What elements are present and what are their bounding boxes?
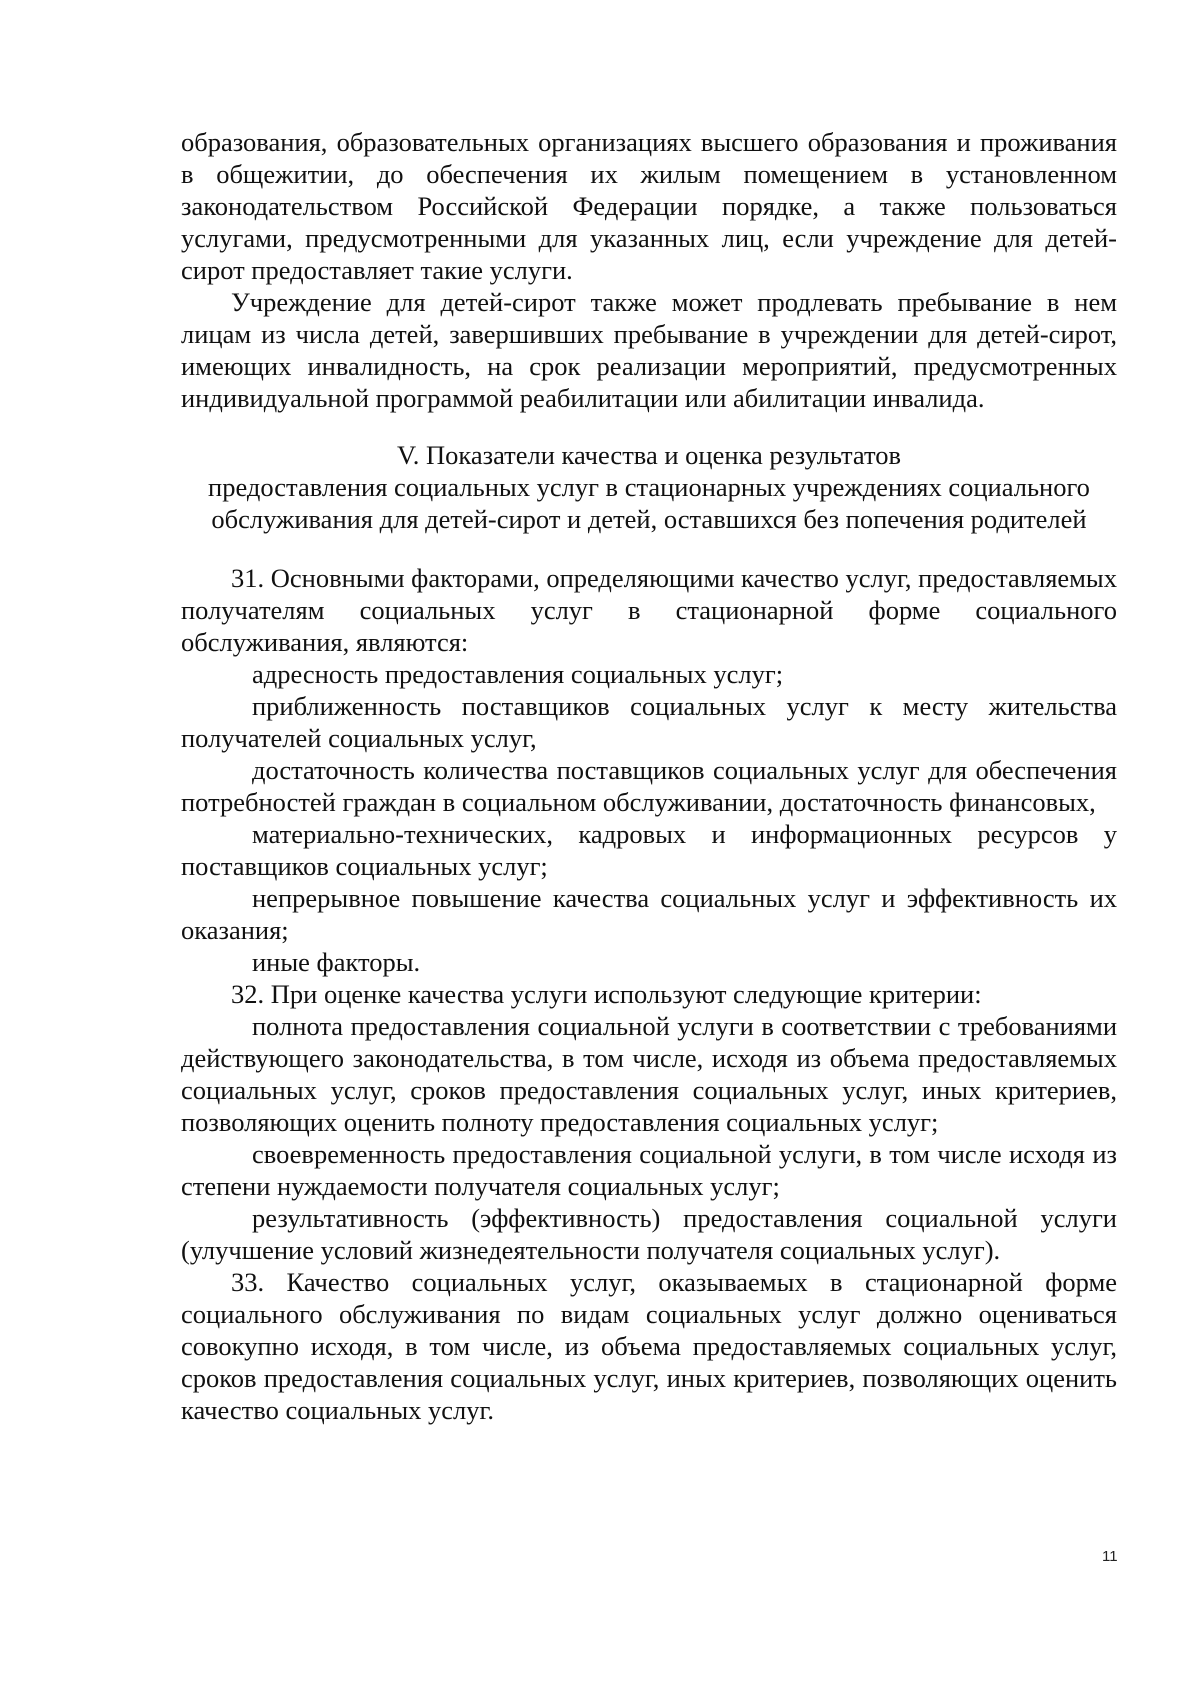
list-item-factor-sufficiency: достаточность количества поставщиков социальных услуг для обеспечения потребностей граждан в социальном обслуживании, достаточность финансовых,: [181, 755, 1117, 817]
paragraph-32: 32. При оценке качества услуги используют следующие критерии:: [231, 979, 982, 1009]
paragraph-31: 31. Основными факторами, определяющими качество услуг, предоставляемых получателям социальных услуг в стационарной форме социального обслуживания, являются:: [181, 563, 1117, 657]
list-item-factor-resources: материально-технических, кадровых и информационных ресурсов у поставщиков социальных услуг;: [181, 819, 1117, 881]
paragraph-continuation: образования, образовательных организациях высшего образования и проживания в общежитии, до обеспечения их жилым помещением в установленном законодательством Российской Федерации порядке, а также пользоваться услугами, предусмотренными для указанных лиц, если учреждение для детей-сирот предоставляет такие услуги.: [181, 127, 1117, 285]
section-heading-title: V. Показатели качества и оценка результатов: [397, 440, 901, 470]
document-body: [181, 126, 1117, 1426]
list-item-factor-improvement: непрерывное повышение качества социальных услуг и эффективность их оказания;: [181, 883, 1117, 945]
list-item-factor-other: иные факторы.: [252, 947, 421, 977]
list-item-criterion-timeliness: своевременность предоставления социальной услуги, в том числе исходя из степени нуждаемости получателя социальных услуг;: [181, 1139, 1117, 1201]
paragraph-stay-extension: Учреждение для детей-сирот также может продлевать пребывание в нем лицам из числа детей, завершивших пребывание в учреждении для детей-сирот, имеющих инвалидность, на срок реализации мероприятий, предусмотренных индивидуальной программой реабилитации или абилитации инвалида.: [181, 287, 1117, 413]
paragraph-33: 33. Качество социальных услуг, оказываемых в стационарной форме социального обслуживания по видам социальных услуг должно оцениваться совокупно исходя, в том числе, из объема предоставляемых социальных услуг, сроков предоставления социальных услуг, иных критериев, позволяющих оценить качество социальных услуг.: [181, 1267, 1117, 1425]
list-item-factor-proximity: приближенность поставщиков социальных услуг к месту жительства получателей социальных услуг,: [181, 691, 1117, 753]
list-item-criterion-completeness: полнота предоставления социальной услуги в соответствии с требованиями действующего законодательства, в том числе, исходя из объема предоставляемых социальных услуг, сроков предоставления социальных услуг, иных критериев, позволяющих оценить полноту предоставления социальных услуг;: [181, 1011, 1117, 1137]
list-item-factor-targeting: адресность предоставления социальных услуг;: [252, 659, 784, 689]
page-number: 11: [1102, 1548, 1118, 1565]
list-item-criterion-effectiveness: результативность (эффективность) предоставления социальной услуги (улучшение условий жизнедеятельности получателя социальных услуг).: [181, 1203, 1117, 1265]
section-heading-subtitle: предоставления социальных услуг в стационарных учреждениях социального обслуживания для детей-сирот и детей, оставшихся без попечения родителей: [208, 472, 1090, 534]
section-heading: [181, 439, 1117, 535]
